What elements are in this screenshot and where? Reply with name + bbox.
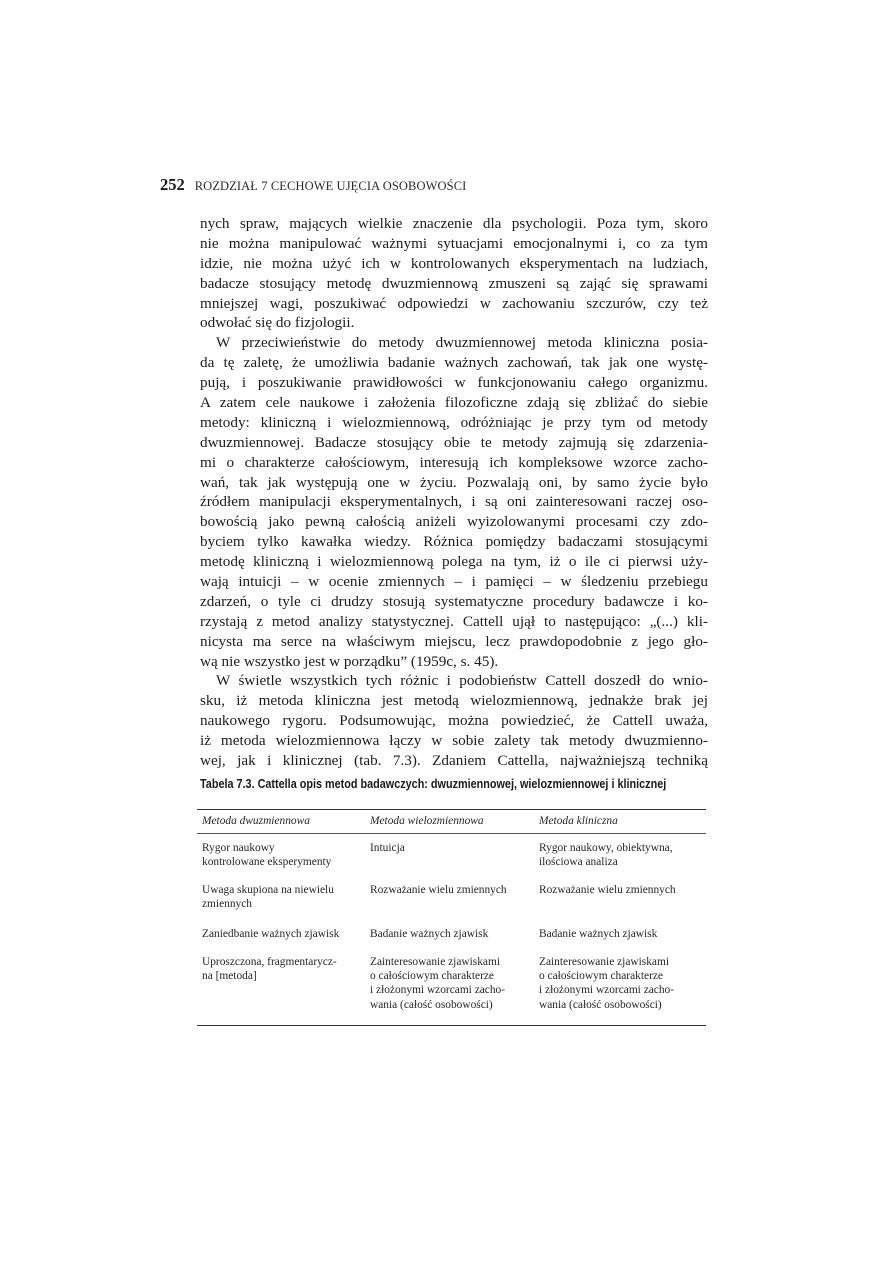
body-text (200, 214, 708, 771)
text-line: wą nie wszystko jest w porządku” (1959c, s. 45). (200, 652, 499, 670)
cell-line: i złożonymi wzorcami zacho- (539, 984, 675, 997)
table-cell (365, 955, 534, 1015)
text-line: dwuzmiennowej. Badacze stosujący obie te metody zajmują się zdarzenia- (200, 433, 708, 451)
cell-line: Zainteresowanie zjawiskami (539, 956, 669, 968)
page-header (160, 175, 466, 195)
table-cell (534, 927, 706, 955)
text-line: nie można manipulować ważnymi sytuacjami emocjonalnymi i, co za tym (200, 234, 708, 252)
text-line: iż metoda wielozmiennowa łączy w sobie zalety tak metody dwuzmienno- (200, 732, 708, 750)
text-line: mi o charakterze całościowym, interesują ich kompleksowe wzorce zacho- (200, 453, 708, 471)
table-header-cell: Metoda wielozmiennowa (370, 815, 484, 828)
cell-line: o całościowym charakterze (370, 970, 494, 983)
table-cell (197, 955, 365, 1015)
cell-line: Rygor naukowy (202, 842, 275, 854)
text-line: wej, jak i klinicznej (tab. 7.3). Zdaniem Cattella, najważniejszą techniką (200, 752, 708, 770)
page-number: 252 (160, 175, 185, 194)
text-line: źródłem manipulacji eksperymentalnych, i są oni zainteresowani raczej oso- (200, 493, 708, 511)
text-line: bowością jako pewną całością aniżeli wyizolowanymi procesami czy zdo- (200, 513, 708, 531)
text-line: da tę zaletę, że umożliwia badanie ważnych zachowań, tak jak one wystę- (200, 354, 708, 372)
table-cell (365, 883, 534, 927)
text-line: mniejszej wagi, poszukiwać odpowiedzi w zachowaniu szczurów, czy też (200, 294, 708, 312)
table-cell (197, 841, 365, 883)
cell-line: Rozważanie wielu zmiennych (370, 884, 507, 896)
cell-line: Badanie ważnych zjawisk (539, 928, 658, 940)
cell-line: Uproszczona, fragmentarycz- (202, 956, 337, 968)
table-row (197, 955, 706, 1015)
cell-line: Zainteresowanie zjawiskami (370, 956, 500, 968)
table-cell (197, 927, 365, 955)
cell-line: Rygor naukowy, obiektywna, (539, 842, 673, 854)
table-header-row (197, 810, 706, 834)
text-line: sku, iż metoda kliniczna jest metodą wielozmiennową, jednakże brak jej (200, 692, 708, 710)
text-line: metodę kliniczną i wielozmiennową polega na tym, iż o ile ci pierwsi uży- (200, 553, 708, 571)
table-cell (534, 883, 706, 927)
cell-line: o całościowym charakterze (539, 970, 663, 983)
cell-line: ilościowa analiza (539, 856, 618, 869)
text-line: naukowego rygoru. Podsumowując, można powiedzieć, że Cattell uważa, (200, 712, 708, 730)
text-line: rzystają z metod analizy statystycznej. Cattell ujął to następująco: „(...) kli- (200, 612, 708, 630)
table-cell (197, 883, 365, 927)
cell-line: zmiennych (202, 898, 252, 911)
cell-line: Intuicja (370, 842, 405, 854)
table-caption (200, 777, 667, 791)
cell-line: i złożonymi wzorcami zacho- (370, 984, 506, 997)
cell-line: Zaniedbanie ważnych zjawisk (202, 928, 340, 940)
cell-line: Rozważanie wielu zmiennych (539, 884, 676, 896)
table-cell (534, 841, 706, 883)
table-row (197, 883, 706, 927)
cell-line: wania (całość osobowości) (539, 998, 662, 1011)
table-cell (534, 955, 706, 1015)
methods-table (197, 809, 706, 1026)
table-caption-label: Tabela 7.3. (200, 777, 255, 791)
cell-line: wania (całość osobowości) (370, 998, 493, 1011)
text-line: nych spraw, mających wielkie znaczenie dla psychologii. Poza tym, skoro (200, 215, 708, 232)
text-line: A zatem cele naukowe i założenia filozoficzne zdają się zbliżać do siebie (200, 394, 708, 412)
text-line: wają intuicji – w ocenie zmiennych – i pamięci – w śledzeniu przebiegu (200, 573, 708, 591)
text-line: odwołać się do fizjologii. (200, 314, 355, 332)
table-row (197, 927, 706, 955)
table-cell (365, 841, 534, 883)
cell-line: Badanie ważnych zjawisk (370, 928, 489, 940)
cell-line: kontrolowane eksperymenty (202, 856, 332, 869)
table-body (197, 834, 706, 1025)
text-line: pują, i poszukiwanie prawidłowości w funkcjonowaniu całego organizmu. (200, 374, 708, 392)
text-line: wań, tak jak występują one w życiu. Pozwalają oni, by samo życie było (200, 473, 708, 491)
text-line: metody: kliniczną i wielozmiennową, odróżniając je przy tym od metody (200, 413, 708, 431)
table-cell (365, 927, 534, 955)
text-line: zdarzeń, o tyle ci drudzy stosują systematyczne procedury badawcze i ko- (200, 592, 708, 610)
cell-line: na [metoda] (202, 970, 257, 983)
text-line: W świetle wszystkich tych różnic i podobieństw Cattell doszedł do wnio- (216, 672, 708, 690)
text-line: nicysta ma serce na właściwym miejscu, lecz prawdopodobnie z jego gło- (200, 632, 708, 650)
cell-line: Uwaga skupiona na niewielu (202, 884, 334, 896)
table-header-cell: Metoda kliniczna (539, 815, 618, 828)
table-header-cell: Metoda dwuzmiennowa (202, 815, 310, 828)
text-line: byciem tylko kawałka wiedzy. Różnica pomiędzy badaczami stosującymi (200, 533, 708, 551)
table-caption-text: Cattella opis metod badawczych: dwuzmiennowej, wielozmiennowej i klinicznej (254, 777, 667, 791)
text-line: badacze stosujący metodę dwuzmiennową zmuszeni są zająć się sprawami (200, 274, 708, 292)
table-row (197, 841, 706, 883)
text-line: idzie, nie można użyć ich w kontrolowanych eksperymentach na ludziach, (200, 254, 708, 272)
text-line: W przeciwieństwie do metody dwuzmiennowej metoda kliniczna posia- (216, 334, 708, 352)
running-head: ROZDZIAŁ 7 CECHOWE UJĘCIA OSOBOWOŚCI (194, 179, 467, 193)
